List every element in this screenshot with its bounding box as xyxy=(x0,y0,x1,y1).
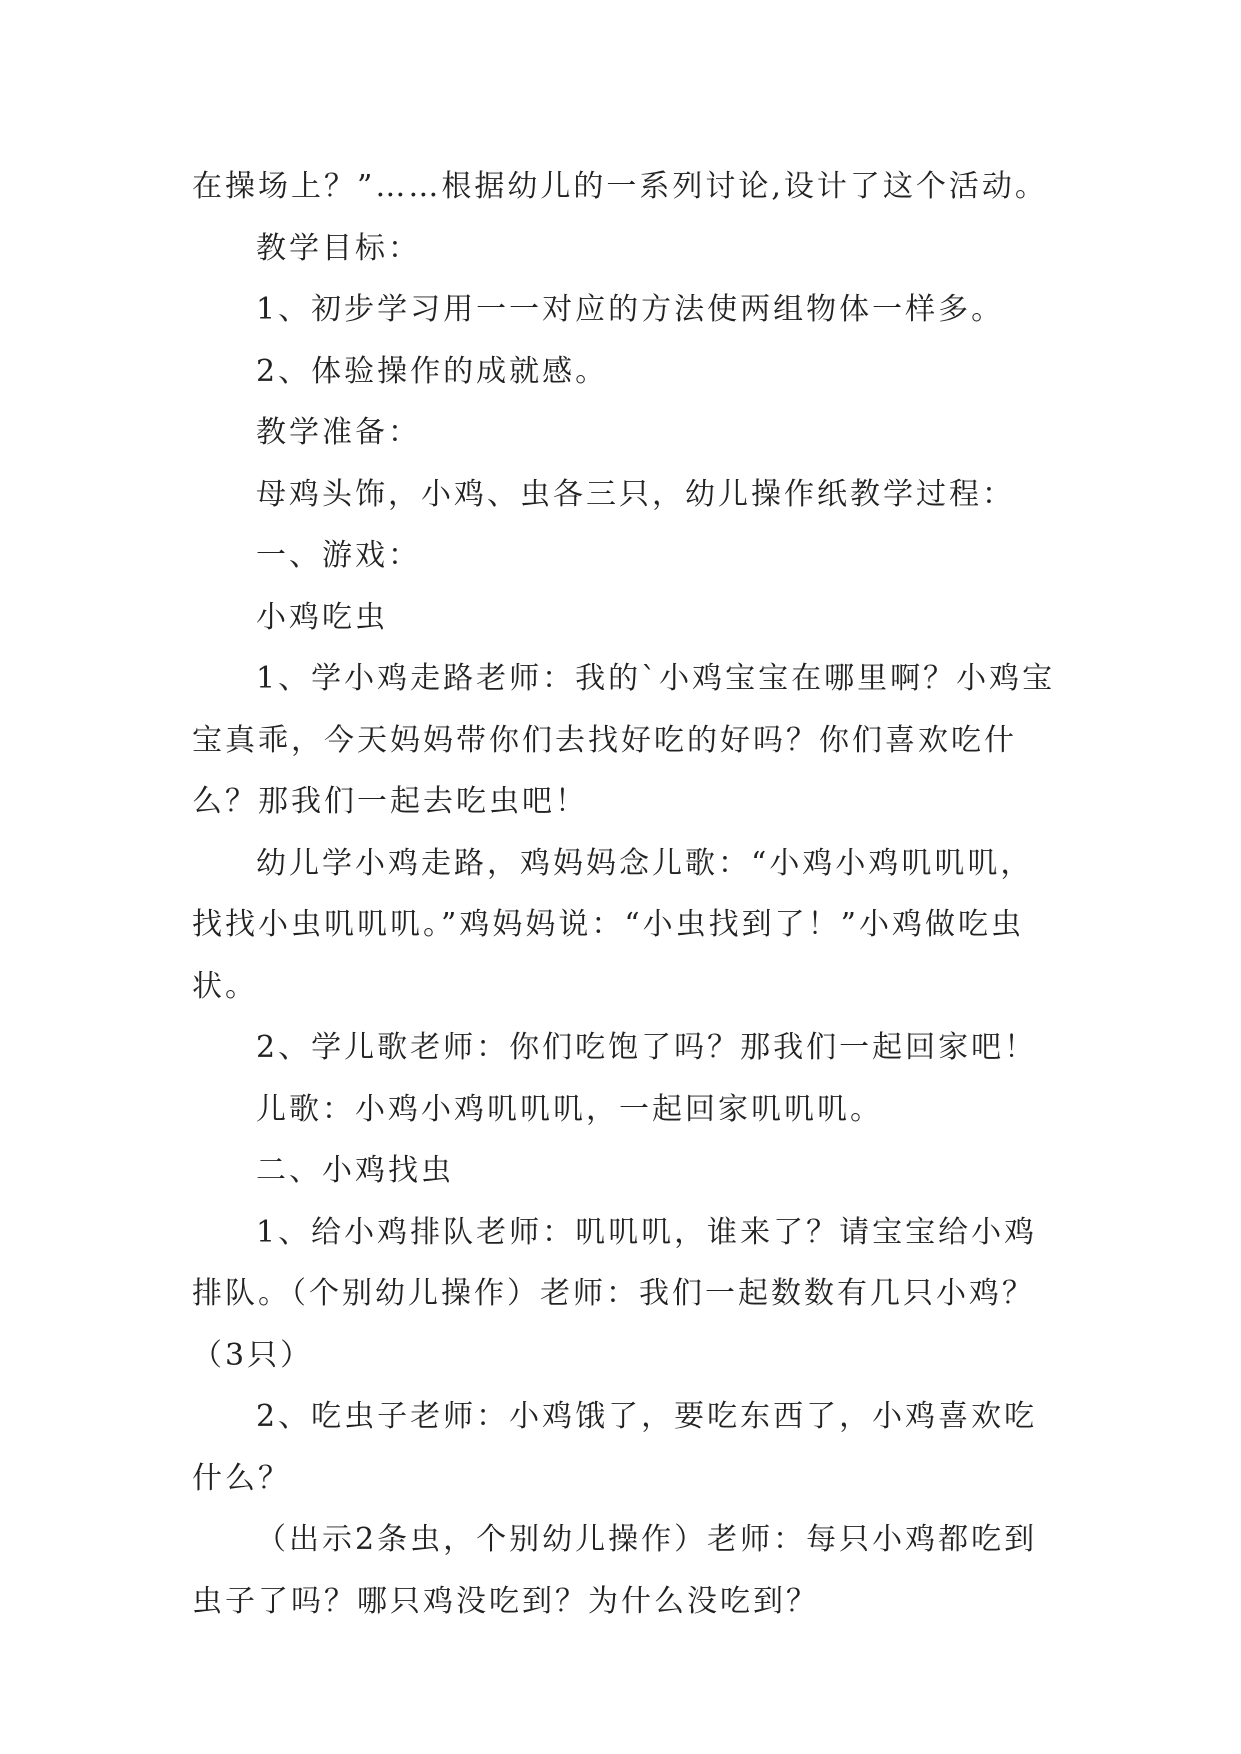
section-heading: 小鸡吃虫 xyxy=(256,599,388,635)
paragraph-line: 2、学儿歌老师：你们吃饱了吗？那我们一起回家吧！ xyxy=(256,1030,1038,1065)
section-heading: 二、小鸡找虫 xyxy=(256,1153,454,1188)
paragraph-line: 找找小虫叽叽叽。”鸡妈妈说：“小虫找到了！”小鸡做吃虫 xyxy=(192,907,1025,942)
list-item: 2、体验操作的成就感。 xyxy=(256,353,609,389)
paragraph-line: 幼儿学小鸡走路，鸡妈妈念儿歌：“小鸡小鸡叽叽叽， xyxy=(256,845,1034,881)
paragraph-line: 母鸡头饰，小鸡、虫各三只，幼儿操作纸教学过程： xyxy=(256,476,1015,512)
list-item: 1、初步学习用一一对应的方法使两组物体一样多。 xyxy=(256,292,1005,327)
section-heading: 一、游戏： xyxy=(256,538,421,573)
section-heading: 教学目标： xyxy=(256,230,421,266)
paragraph-line: 排队。（个别幼儿操作）老师：我们一起数数有几只小鸡？ xyxy=(192,1276,1035,1311)
section-heading: 教学准备： xyxy=(256,415,421,450)
paragraph-line: 宝真乖，今天妈妈带你们去找好吃的好吗？你们喜欢吃什 xyxy=(192,722,1017,758)
paragraph-line: 虫子了吗？哪只鸡没吃到？为什么没吃到？ xyxy=(192,1583,819,1619)
paragraph-line: （出示2条虫，个别幼儿操作）老师：每只小鸡都吃到 xyxy=(256,1522,1038,1557)
document-body xyxy=(192,156,1056,1632)
paragraph-line: 状。 xyxy=(192,968,258,1004)
paragraph-line: 什么？ xyxy=(192,1460,291,1496)
paragraph-line: 么？那我们一起去吃虫吧！ xyxy=(192,784,588,819)
paragraph-line: 1、给小鸡排队老师：叽叽叽，谁来了？请宝宝给小鸡 xyxy=(256,1214,1038,1250)
paragraph-line: 2、吃虫子老师：小鸡饿了，要吃东西了，小鸡喜欢吃 xyxy=(256,1399,1038,1434)
paragraph-line: 在操场上？”……根据幼儿的一系列讨论,设计了这个活动。 xyxy=(192,169,1048,204)
paragraph-line: 儿歌：小鸡小鸡叽叽叽，一起回家叽叽叽。 xyxy=(256,1091,883,1127)
paragraph-line: 1、学小鸡走路老师：我的`小鸡宝宝在哪里啊？小鸡宝 xyxy=(256,661,1056,696)
paragraph-line: （3只） xyxy=(192,1337,314,1373)
